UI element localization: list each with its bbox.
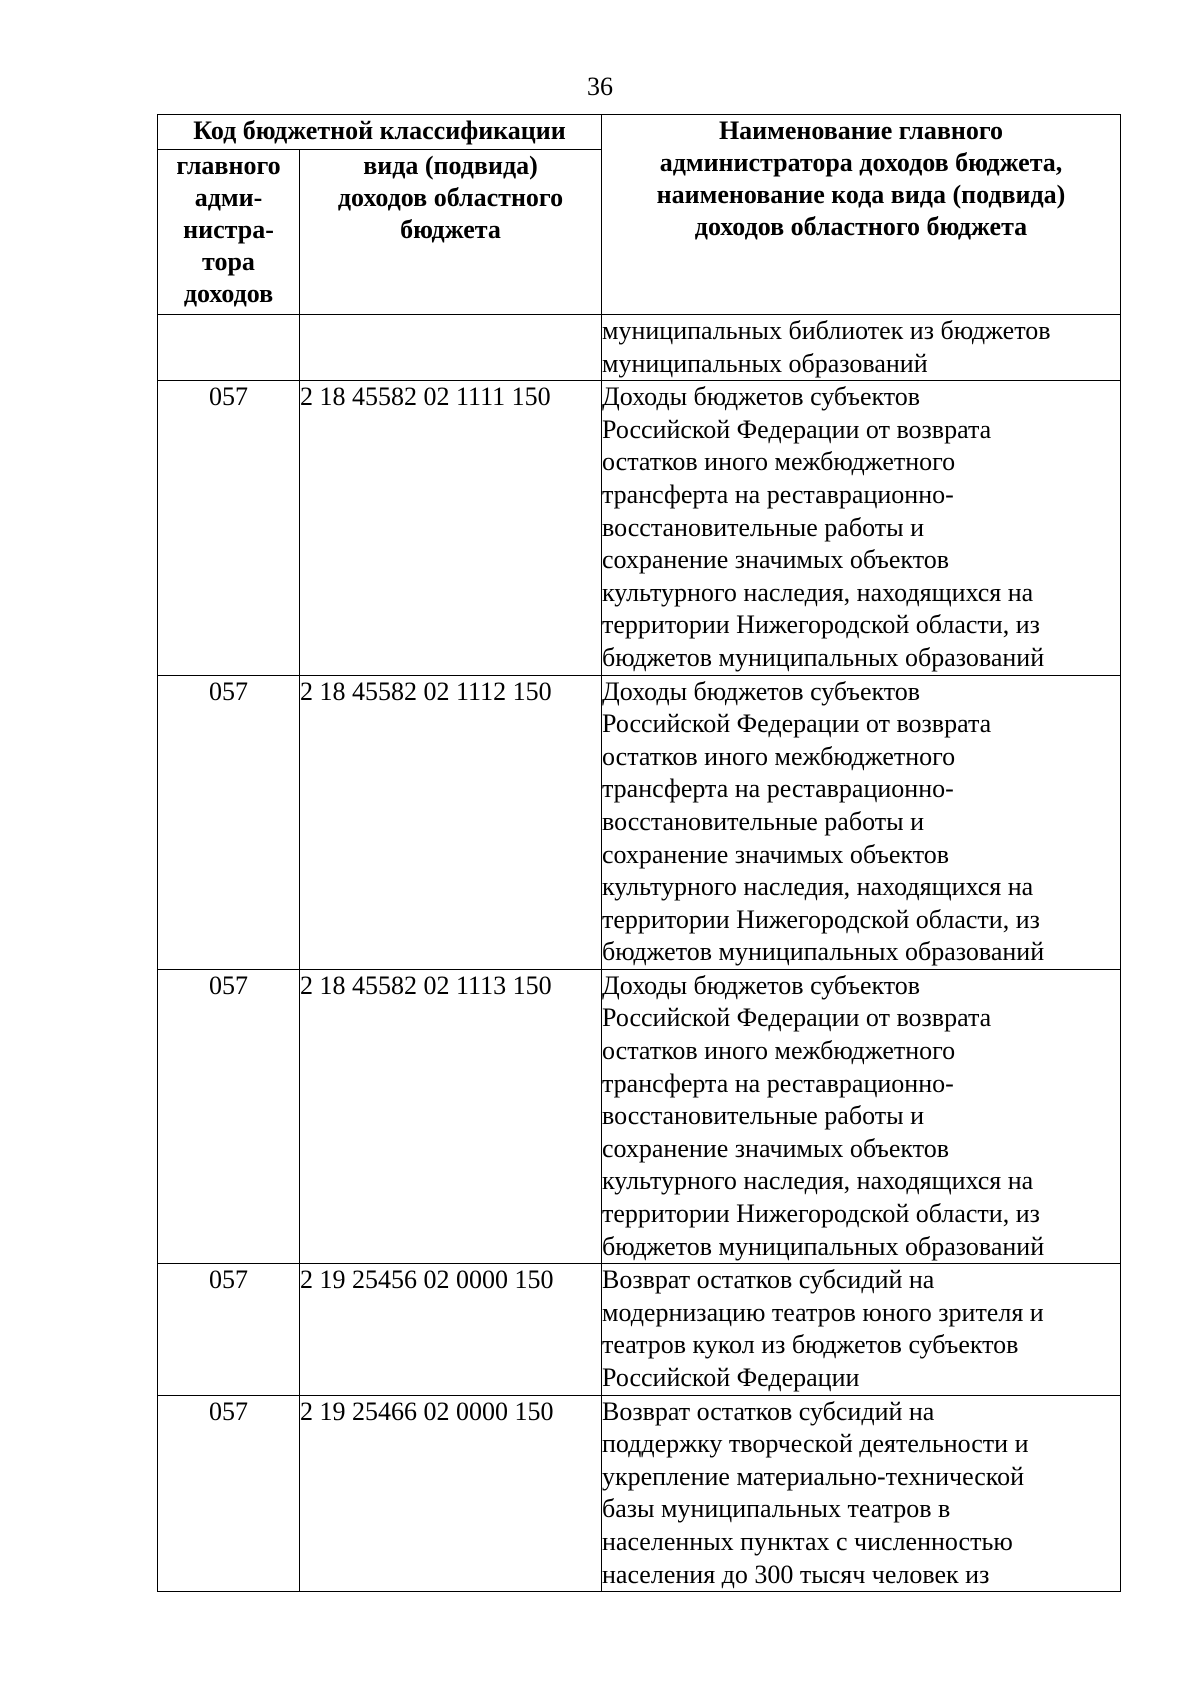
- revenue-type-code-header: [300, 150, 602, 315]
- revenue-code-cell: 2 18 45582 02 1112 150: [300, 675, 602, 969]
- revenue-name-line: сохранение значимых объектов: [602, 839, 950, 869]
- revenue-name-line: культурного наследия, находящихся на: [602, 577, 1034, 607]
- header-line: доходов областного: [337, 183, 564, 212]
- admin-code-cell: 057: [158, 1395, 300, 1592]
- revenue-name-line: муниципальных библиотек из бюджетов: [602, 316, 1051, 345]
- revenue-name-line: восстановительные работы и: [602, 806, 924, 836]
- revenue-name-line: укрепление материально-технической: [602, 1461, 1025, 1491]
- header-line: вида (подвида): [363, 151, 538, 180]
- revenue-name-line: Возврат остатков субсидий на: [602, 1396, 935, 1426]
- revenue-name-cell: [602, 1264, 1121, 1395]
- table-body: [158, 315, 1121, 1592]
- revenue-name-line: Российской Федерации: [602, 1363, 860, 1392]
- revenue-name-line: трансферта на реставрационно-: [602, 1068, 954, 1098]
- admin-code-cell: [158, 315, 300, 381]
- header-line: главного: [176, 151, 281, 180]
- header-line: тора: [202, 247, 255, 276]
- admin-code-cell: 057: [158, 381, 300, 675]
- budget-classification-table: [157, 114, 1121, 1592]
- header-line: доходов: [183, 279, 274, 308]
- revenue-name-line: бюджетов муниципальных образований: [602, 1231, 1045, 1261]
- revenue-name-line: восстановительные работы и: [602, 512, 924, 542]
- revenue-name-line: трансферта на реставрационно-: [602, 479, 954, 509]
- revenue-name-line: Возврат остатков субсидий на: [602, 1265, 935, 1295]
- header-line: нистра-: [183, 215, 274, 244]
- page-number: 36: [587, 72, 613, 101]
- revenue-name-line: модернизацию театров юного зрителя и: [602, 1297, 1044, 1327]
- revenue-code-cell: 2 19 25456 02 0000 150: [300, 1264, 602, 1395]
- revenue-name-cell: [602, 969, 1121, 1263]
- header-line: адми-: [194, 183, 263, 212]
- revenue-name-line: трансферта на реставрационно-: [602, 774, 954, 804]
- revenue-name-line: Доходы бюджетов субъектов: [602, 676, 921, 706]
- revenue-name-line: Российской Федерации от возврата: [602, 709, 992, 739]
- revenue-name-line: территории Нижегородской области, из: [602, 904, 1040, 934]
- revenue-code-cell: 2 19 25466 02 0000 150: [300, 1395, 602, 1592]
- revenue-name-line: Российской Федерации от возврата: [602, 1003, 992, 1033]
- revenue-code-cell: 2 18 45582 02 1113 150: [300, 969, 602, 1263]
- header-line: администратора доходов бюджета,: [659, 148, 1063, 177]
- revenue-name-line: театров кукол из бюджетов субъектов: [602, 1330, 1019, 1360]
- admin-code-cell: 057: [158, 675, 300, 969]
- header-line: наименование кода вида (подвида): [656, 180, 1066, 209]
- revenue-name-cell: [602, 1395, 1121, 1592]
- revenue-name-line: населенных пунктах с численностью: [602, 1526, 1013, 1556]
- revenue-name-cell: [602, 675, 1121, 969]
- revenue-name-line: бюджетов муниципальных образований: [602, 642, 1045, 672]
- revenue-name-line: населения до 300 тысяч человек из: [602, 1559, 990, 1589]
- revenue-name-line: бюджетов муниципальных образований: [602, 937, 1045, 967]
- revenue-name-line: территории Нижегородской области, из: [602, 1199, 1040, 1229]
- revenue-name-line: Доходы бюджетов субъектов: [602, 382, 921, 412]
- revenue-name-line: базы муниципальных театров в: [602, 1494, 951, 1524]
- budget-classification-code-header: Код бюджетной классификации: [158, 115, 602, 150]
- revenue-name-line: восстановительные работы и: [602, 1101, 924, 1131]
- table-row: [158, 315, 1121, 381]
- revenue-name-line: муниципальных образований: [602, 348, 928, 378]
- revenue-name-line: остатков иного межбюджетного: [602, 1036, 956, 1066]
- table-row: [158, 969, 1121, 1263]
- revenue-code-cell: [300, 315, 602, 381]
- revenue-name-line: остатков иного межбюджетного: [602, 741, 956, 771]
- revenue-name-cell: [602, 381, 1121, 675]
- header-line: Наименование главного: [718, 116, 1004, 145]
- table-row: [158, 1264, 1121, 1395]
- table-row: [158, 1395, 1121, 1592]
- revenue-name-line: культурного наследия, находящихся на: [602, 1166, 1034, 1196]
- header-line: бюджета: [400, 215, 501, 244]
- revenue-code-cell: 2 18 45582 02 1111 150: [300, 381, 602, 675]
- revenue-name-line: сохранение значимых объектов: [602, 545, 950, 575]
- admin-code-cell: 057: [158, 969, 300, 1263]
- revenue-name-line: поддержку творческой деятельности и: [602, 1429, 1029, 1459]
- header-line: доходов областного бюджета: [694, 212, 1028, 241]
- table-row: [158, 675, 1121, 969]
- revenue-name-cell: [602, 315, 1121, 381]
- chief-administrator-code-header: [158, 150, 300, 315]
- revenue-name-line: остатков иного межбюджетного: [602, 447, 956, 477]
- revenue-name-line: культурного наследия, находящихся на: [602, 872, 1034, 902]
- revenue-name-line: Российской Федерации от возврата: [602, 414, 992, 444]
- admin-code-cell: 057: [158, 1264, 300, 1395]
- revenue-name-line: территории Нижегородской области, из: [602, 610, 1040, 640]
- revenue-name-line: Доходы бюджетов субъектов: [602, 970, 921, 1000]
- table-row: [158, 381, 1121, 675]
- table-header: [158, 115, 1121, 315]
- revenue-name-line: сохранение значимых объектов: [602, 1133, 950, 1163]
- administrator-name-header: [602, 115, 1121, 315]
- header-row-group: [158, 115, 1121, 150]
